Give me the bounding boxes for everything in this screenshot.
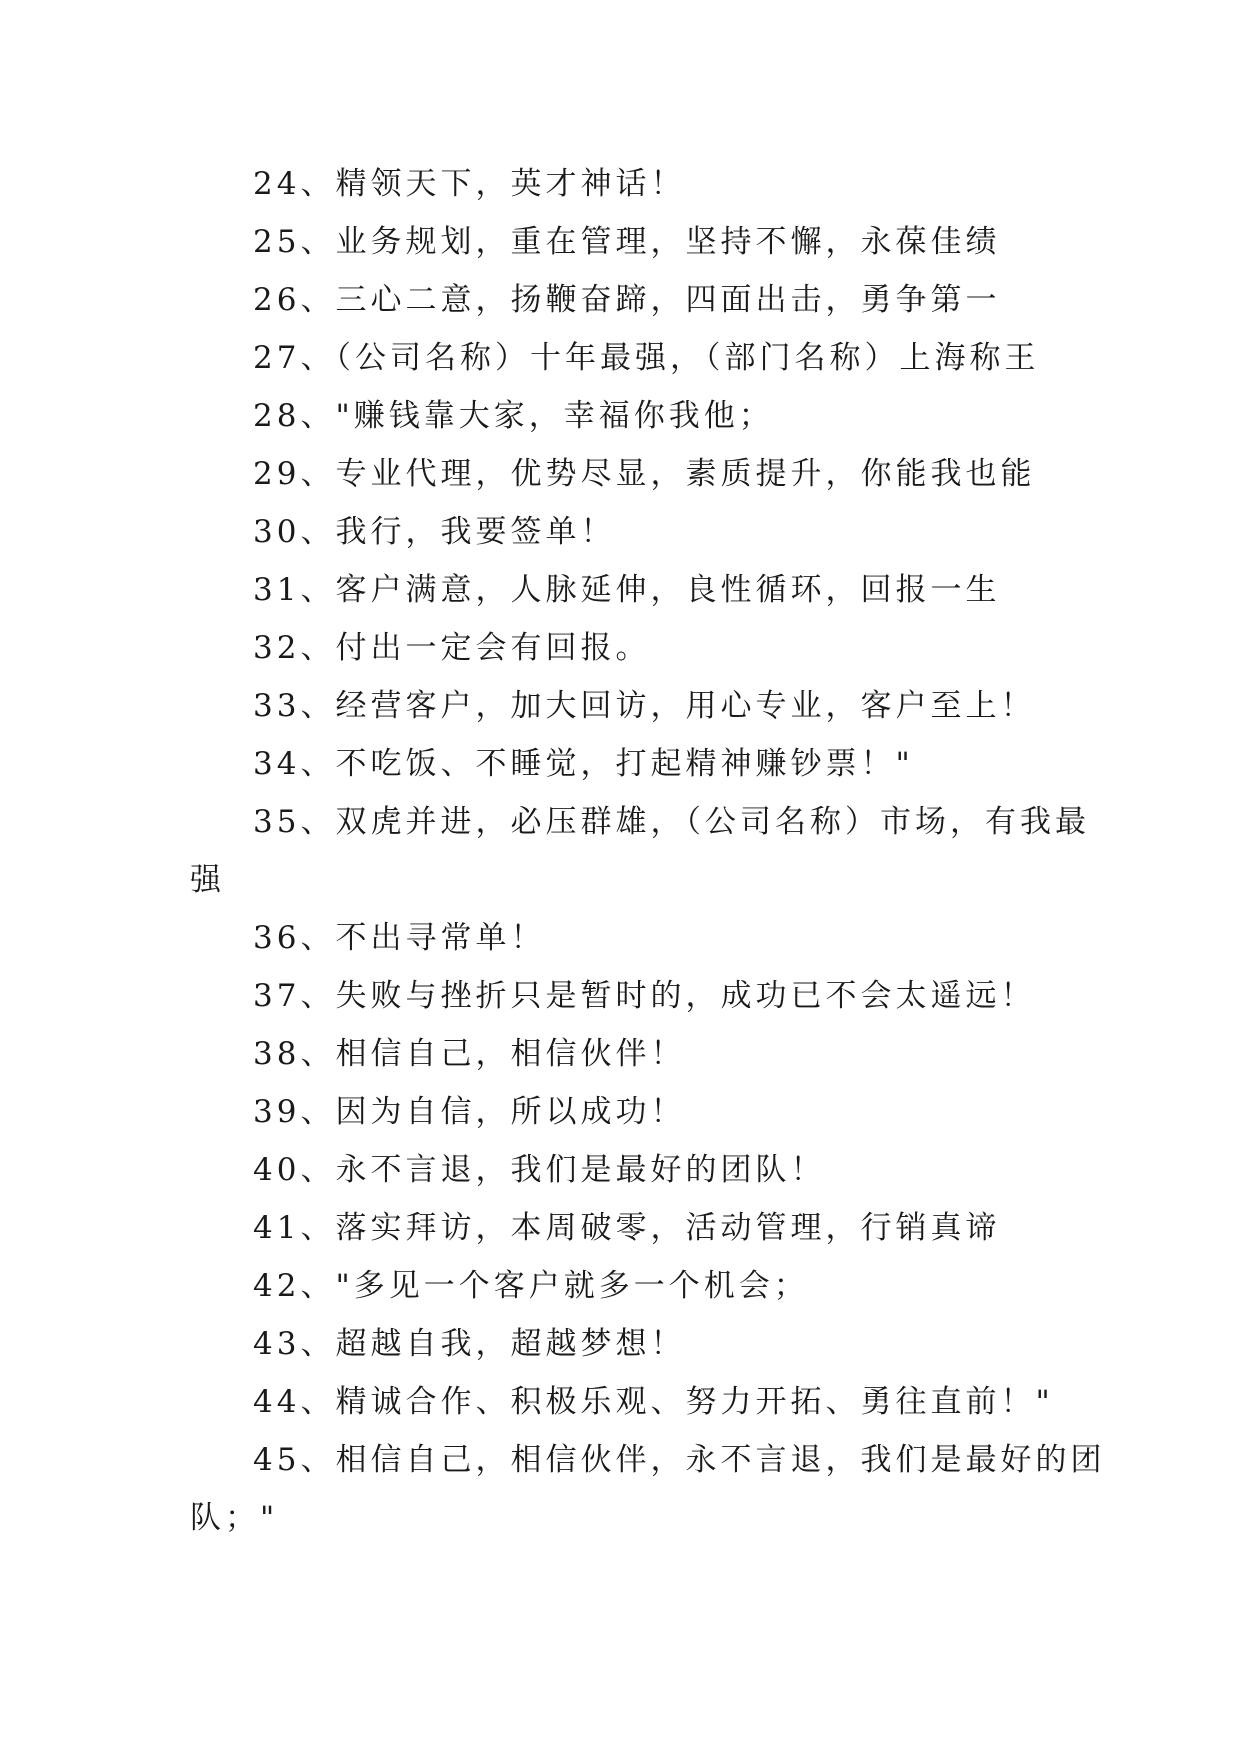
slogan-line: 36、不出寻常单！ [253,920,546,956]
slogan-line: 42、"多见一个客户就多一个机会； [253,1268,809,1304]
slogan-line: 25、业务规划，重在管理，坚持不懈，永葆佳绩 [253,224,1001,260]
slogan-line: 43、超越自我，超越梦想！ [253,1326,686,1362]
slogan-line: 45、相信自己，相信伙伴，永不言退，我们是最好的团 [253,1442,1106,1478]
slogan-line: 44、精诚合作、积极乐观、努力开拓、勇往直前！" [253,1384,1054,1420]
slogan-line: 31、客户满意，人脉延伸，良性循环，回报一生 [253,572,1001,608]
slogan-line: 33、经营客户，加大回访，用心专业，客户至上！ [253,688,1036,724]
slogan-list [190,155,1106,1547]
slogan-line: 32、付出一定会有回报。 [253,630,651,666]
slogan-line: 38、相信自己，相信伙伴！ [253,1036,686,1072]
slogan-line-continuation: 强 [190,862,225,898]
slogan-line: 34、不吃饭、不睡觉，打起精神赚钞票！" [253,746,914,782]
slogan-line: 29、专业代理，优势尽显，素质提升，你能我也能 [253,456,1036,492]
slogan-line: 30、我行，我要签单！ [253,514,616,550]
slogan-line: 28、"赚钱靠大家，幸福你我他； [253,398,774,434]
slogan-line: 39、因为自信，所以成功！ [253,1094,686,1130]
slogan-line: 41、落实拜访，本周破零，活动管理，行销真谛 [253,1210,1001,1246]
slogan-line: 37、失败与挫折只是暂时的，成功已不会太遥远！ [253,978,1036,1014]
slogan-line: 40、永不言退，我们是最好的团队！ [253,1152,826,1188]
slogan-line: 27、（公司名称）十年最强，（部门名称）上海称王 [253,340,1040,376]
slogan-line: 24、精领天下，英才神话！ [253,166,686,202]
slogan-line: 35、双虎并进，必压群雄，（公司名称）市场，有我最 [253,804,1090,840]
slogan-line: 26、三心二意，扬鞭奋蹄，四面出击，勇争第一 [253,282,1001,318]
slogan-line-continuation: 队；" [190,1500,279,1536]
